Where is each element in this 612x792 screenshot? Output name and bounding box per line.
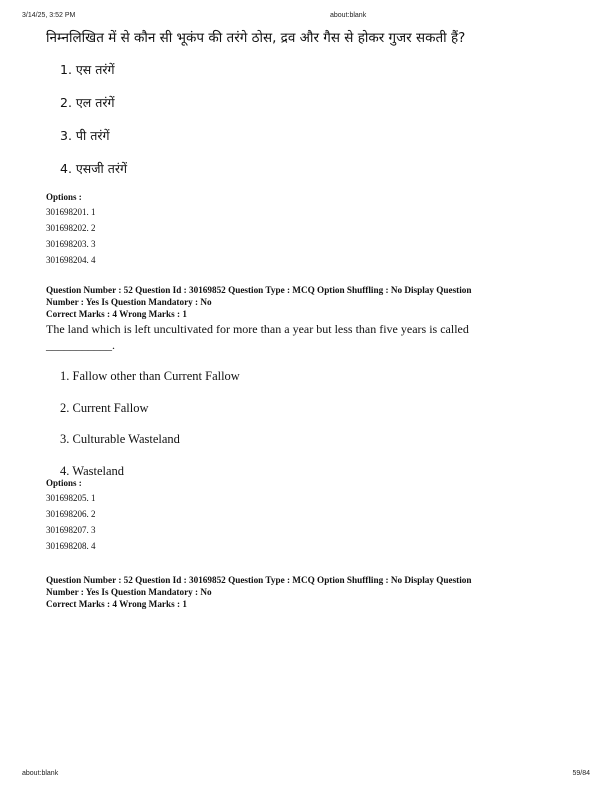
page-content [46, 28, 566, 610]
question-meta-line-1: Question Number : 52 Question Id : 30169852 Question Type : MCQ Option Shuffling : No Display Question [46, 285, 472, 295]
option-1: 1. एस तरंगें [60, 62, 115, 77]
option-id-list [46, 204, 566, 268]
option-2: 2. एल तरंगें [60, 95, 115, 110]
question-block-3 [46, 574, 566, 610]
option-id: 301698203. 3 [46, 239, 96, 249]
option-4: 4. एसजी तरंगें [60, 161, 128, 176]
option-id: 301698204. 4 [46, 255, 96, 265]
option-id: 301698202. 2 [46, 223, 96, 233]
question-marks: Correct Marks : 4 Wrong Marks : 1 [46, 309, 187, 319]
question-meta-line-2: Number : Yes Is Question Mandatory : No [46, 297, 212, 307]
question-text: निम्नलिखित में से कौन सी भूकंप की तरंगे ठोस, द्रव और गैस से होकर गुजर सकती हैं? [46, 30, 466, 46]
options-label: Options : [46, 192, 82, 202]
page-number: 59/84 [572, 770, 590, 777]
question-block-2 [46, 284, 566, 554]
option-id: 301698205. 1 [46, 492, 96, 503]
question-blank: ___________. [46, 338, 115, 352]
question-meta-line-1: Question Number : 52 Question Id : 30169852 Question Type : MCQ Option Shuffling : No Display Question [46, 574, 472, 585]
option-3: 3. पी तरंगें [60, 128, 110, 143]
print-url-header: about:blank [330, 12, 367, 19]
option-3: 3. Culturable Wasteland [60, 432, 180, 446]
question-block-1 [46, 28, 566, 268]
option-id-list [46, 490, 566, 554]
option-id: 301698207. 3 [46, 524, 96, 535]
print-datetime: 3/14/25, 3:52 PM [22, 12, 76, 19]
option-id: 301698206. 2 [46, 508, 96, 519]
question-marks: Correct Marks : 4 Wrong Marks : 1 [46, 598, 187, 609]
option-1: 1. Fallow other than Current Fallow [60, 369, 240, 383]
option-2: 2. Current Fallow [60, 400, 149, 415]
question-meta-line-2: Number : Yes Is Question Mandatory : No [46, 586, 212, 597]
question-text: The land which is left uncultivated for more than a year but less than five years is called [46, 322, 469, 336]
option-id: 301698208. 4 [46, 540, 96, 551]
option-4: 4. Wasteland [60, 463, 125, 478]
print-url-footer: about:blank [22, 770, 59, 777]
options-label: Options : [46, 477, 82, 488]
option-id: 301698201. 1 [46, 207, 96, 217]
